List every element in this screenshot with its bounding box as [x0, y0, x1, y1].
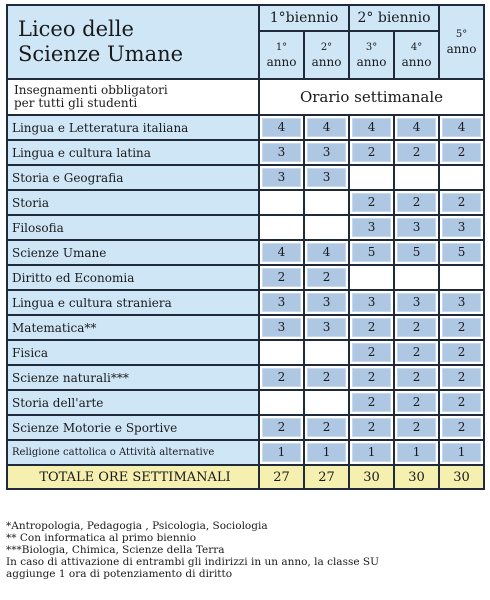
hours-value: 2 — [352, 318, 391, 337]
hours-cell — [304, 290, 349, 315]
table-row — [7, 115, 484, 140]
hours-cell — [349, 315, 394, 340]
hours-cell — [394, 140, 439, 165]
total-hours: 30 — [349, 465, 394, 489]
hours-cell — [349, 340, 394, 365]
hours-value: 2 — [397, 418, 436, 437]
year-2-anno: anno — [311, 55, 342, 69]
hours-value: 5 — [397, 243, 436, 262]
hours-value: 3 — [352, 293, 391, 312]
hours-cell — [259, 315, 304, 340]
subject-name: Religione cattolica o Attività alternative — [7, 440, 259, 465]
hours-cell — [304, 415, 349, 440]
hours-value: 2 — [397, 368, 436, 387]
hours-cell — [439, 290, 484, 315]
hours-cell — [304, 365, 349, 390]
hours-cell — [259, 340, 304, 365]
year-1-num: 1° — [275, 42, 288, 53]
hours-value: 2 — [397, 393, 436, 412]
hours-cell — [394, 365, 439, 390]
hours-value: 1 — [262, 443, 301, 462]
subject-name: Lingua e cultura latina — [7, 140, 259, 165]
hours-value: 2 — [352, 368, 391, 387]
hours-cell — [304, 440, 349, 465]
hours-value — [307, 193, 346, 212]
hours-value: 1 — [397, 443, 436, 462]
footnote-line: ***Biologia, Chimica, Scienze della Terra — [6, 544, 225, 556]
subject-name: Storia — [7, 190, 259, 215]
total-row — [7, 465, 484, 489]
table-row — [7, 165, 484, 190]
hours-value: 2 — [262, 418, 301, 437]
hours-cell — [439, 340, 484, 365]
hours-value: 2 — [307, 368, 346, 387]
hours-cell — [259, 140, 304, 165]
hours-value: 1 — [442, 443, 481, 462]
hours-value: 2 — [442, 393, 481, 412]
hours-value — [352, 168, 391, 187]
hours-cell — [394, 415, 439, 440]
hours-cell — [394, 315, 439, 340]
hours-cell — [439, 115, 484, 140]
hours-value: 3 — [397, 293, 436, 312]
hours-value: 2 — [442, 143, 481, 162]
hours-value: 2 — [442, 368, 481, 387]
subject-name: Scienze naturali*** — [7, 365, 259, 390]
footnote-line: aggiunge 1 ora di potenziamento di diritto — [6, 568, 233, 580]
hours-cell — [304, 165, 349, 190]
hours-cell — [259, 240, 304, 265]
subject-name: Lingua e cultura straniera — [7, 290, 259, 315]
hours-value: 2 — [397, 143, 436, 162]
hours-cell — [394, 290, 439, 315]
subject-name: Scienze Motorie e Sportive — [7, 415, 259, 440]
hours-cell — [394, 190, 439, 215]
hours-value: 3 — [307, 318, 346, 337]
hours-cell — [439, 390, 484, 415]
hours-value: 3 — [262, 318, 301, 337]
hours-value: 2 — [442, 343, 481, 362]
hours-value: 2 — [352, 143, 391, 162]
hours-cell — [259, 290, 304, 315]
hours-value: 4 — [262, 118, 301, 137]
total-hours: 30 — [394, 465, 439, 489]
schedule-table — [6, 4, 485, 490]
hours-value: 4 — [397, 118, 436, 137]
hours-cell — [349, 440, 394, 465]
hours-value: 2 — [307, 268, 346, 287]
hours-value: 4 — [262, 243, 301, 262]
hours-cell — [394, 240, 439, 265]
subject-name: Storia e Geografia — [7, 165, 259, 190]
hours-cell — [394, 215, 439, 240]
hours-cell — [304, 315, 349, 340]
school-title-line2: Scienze Umane — [18, 42, 184, 66]
hours-value: 2 — [397, 318, 436, 337]
hours-value: 4 — [352, 118, 391, 137]
hours-value: 5 — [352, 243, 391, 262]
hours-cell — [304, 190, 349, 215]
hours-value — [262, 218, 301, 237]
subject-name: Matematica** — [7, 315, 259, 340]
table-row — [7, 265, 484, 290]
hours-cell — [259, 165, 304, 190]
table-row — [7, 290, 484, 315]
year-2-num: 2° — [320, 42, 333, 53]
hours-value: 2 — [442, 418, 481, 437]
table-row — [7, 240, 484, 265]
hours-value: 5 — [442, 243, 481, 262]
total-label: TOTALE ORE SETTIMANALI — [7, 465, 259, 489]
hours-cell — [439, 415, 484, 440]
footnote-line: *Antropologia, Pedagogia , Psicologia, Sociologia — [6, 520, 268, 532]
subject-name: Filosofia — [7, 215, 259, 240]
hours-cell — [349, 140, 394, 165]
hours-cell — [394, 115, 439, 140]
hours-value: 2 — [352, 343, 391, 362]
table-row — [7, 190, 484, 215]
hours-value: 1 — [307, 443, 346, 462]
year-4-header — [394, 31, 439, 79]
hours-cell — [259, 415, 304, 440]
hours-value: 2 — [442, 318, 481, 337]
hours-cell — [304, 265, 349, 290]
hours-cell — [394, 265, 439, 290]
hours-value — [397, 268, 436, 287]
year-5-anno: anno — [446, 42, 477, 56]
subject-name: Scienze Umane — [7, 240, 259, 265]
hours-cell — [304, 140, 349, 165]
hours-cell — [394, 340, 439, 365]
hours-cell — [439, 240, 484, 265]
hours-cell — [439, 265, 484, 290]
hours-value: 2 — [307, 418, 346, 437]
hours-cell — [349, 290, 394, 315]
hours-value: 1 — [352, 443, 391, 462]
hours-value: 2 — [352, 393, 391, 412]
hours-value: 2 — [442, 193, 481, 212]
hours-cell — [349, 390, 394, 415]
hours-value: 2 — [352, 418, 391, 437]
hours-cell — [349, 240, 394, 265]
hours-cell — [349, 115, 394, 140]
hours-value: 3 — [262, 293, 301, 312]
year-3-header — [349, 31, 394, 79]
hours-cell — [439, 365, 484, 390]
total-hours: 27 — [304, 465, 349, 489]
hours-value: 4 — [307, 243, 346, 262]
hours-cell — [439, 215, 484, 240]
hours-value — [262, 343, 301, 362]
year-3-anno: anno — [356, 55, 387, 69]
table-row — [7, 415, 484, 440]
hours-cell — [259, 365, 304, 390]
hours-value: 3 — [307, 168, 346, 187]
compulsory-line1: Insegnamenti obbligatori — [14, 83, 168, 97]
hours-value: 3 — [262, 143, 301, 162]
hours-cell — [439, 190, 484, 215]
hours-value: 3 — [262, 168, 301, 187]
table-row — [7, 440, 484, 465]
hours-cell — [259, 390, 304, 415]
hours-cell — [349, 265, 394, 290]
hours-value — [307, 393, 346, 412]
hours-cell — [349, 415, 394, 440]
total-hours: 27 — [259, 465, 304, 489]
hours-value: 3 — [397, 218, 436, 237]
subject-name: Storia dell'arte — [7, 390, 259, 415]
hours-value — [307, 343, 346, 362]
hours-cell — [259, 215, 304, 240]
table-row — [7, 140, 484, 165]
hours-value — [262, 193, 301, 212]
hours-cell — [304, 115, 349, 140]
footnotes — [6, 520, 486, 580]
hours-cell — [349, 215, 394, 240]
year-5-num: 5° — [455, 29, 468, 40]
total-hours: 30 — [439, 465, 484, 489]
hours-value: 3 — [307, 293, 346, 312]
hours-cell — [304, 215, 349, 240]
hours-cell — [259, 265, 304, 290]
table-row — [7, 340, 484, 365]
compulsory-line2: per tutti gli studenti — [14, 96, 138, 110]
table-row — [7, 390, 484, 415]
hours-value — [442, 168, 481, 187]
year-1-anno: anno — [266, 55, 297, 69]
year-4-anno: anno — [401, 55, 432, 69]
second-biennio-header: 2° biennio — [349, 5, 439, 31]
hours-cell — [349, 190, 394, 215]
hours-cell — [394, 390, 439, 415]
hours-value: 4 — [307, 118, 346, 137]
hours-cell — [439, 165, 484, 190]
hours-value — [442, 268, 481, 287]
hours-value — [397, 168, 436, 187]
weekly-hours-header: Orario settimanale — [259, 79, 484, 115]
year-1-header — [259, 31, 304, 79]
hours-value: 3 — [352, 218, 391, 237]
hours-cell — [259, 190, 304, 215]
hours-value — [352, 268, 391, 287]
first-biennio-header: 1°biennio — [259, 5, 349, 31]
compulsory-subjects-header — [7, 79, 259, 115]
hours-cell — [439, 140, 484, 165]
hours-cell — [304, 390, 349, 415]
subject-name: Lingua e Letteratura italiana — [7, 115, 259, 140]
footnote-line: In caso di attivazione di entrambi gli indirizzi in un anno, la classe SU — [6, 556, 379, 568]
hours-value — [307, 218, 346, 237]
hours-value: 3 — [442, 218, 481, 237]
hours-cell — [304, 240, 349, 265]
hours-cell — [259, 115, 304, 140]
table-row — [7, 215, 484, 240]
hours-cell — [349, 365, 394, 390]
hours-value: 4 — [442, 118, 481, 137]
subject-name: Fisica — [7, 340, 259, 365]
year-3-num: 3° — [365, 42, 378, 53]
year-4-num: 4° — [410, 42, 423, 53]
hours-cell — [304, 340, 349, 365]
hours-value: 2 — [352, 193, 391, 212]
hours-cell — [394, 440, 439, 465]
hours-cell — [349, 165, 394, 190]
hours-value: 2 — [262, 268, 301, 287]
footnote-line: ** Con informatica al primo biennio — [6, 532, 197, 544]
table-row — [7, 365, 484, 390]
year-5-header — [439, 5, 484, 79]
school-title-line1: Liceo delle — [18, 17, 134, 41]
school-title — [7, 5, 259, 79]
hours-cell — [439, 315, 484, 340]
hours-value: 2 — [397, 343, 436, 362]
hours-cell — [394, 165, 439, 190]
hours-value — [262, 393, 301, 412]
hours-cell — [259, 440, 304, 465]
subject-name: Diritto ed Economia — [7, 265, 259, 290]
hours-value: 2 — [397, 193, 436, 212]
hours-value: 3 — [307, 143, 346, 162]
table-row — [7, 315, 484, 340]
year-2-header — [304, 31, 349, 79]
hours-value: 3 — [442, 293, 481, 312]
hours-cell — [439, 440, 484, 465]
hours-value: 2 — [262, 368, 301, 387]
